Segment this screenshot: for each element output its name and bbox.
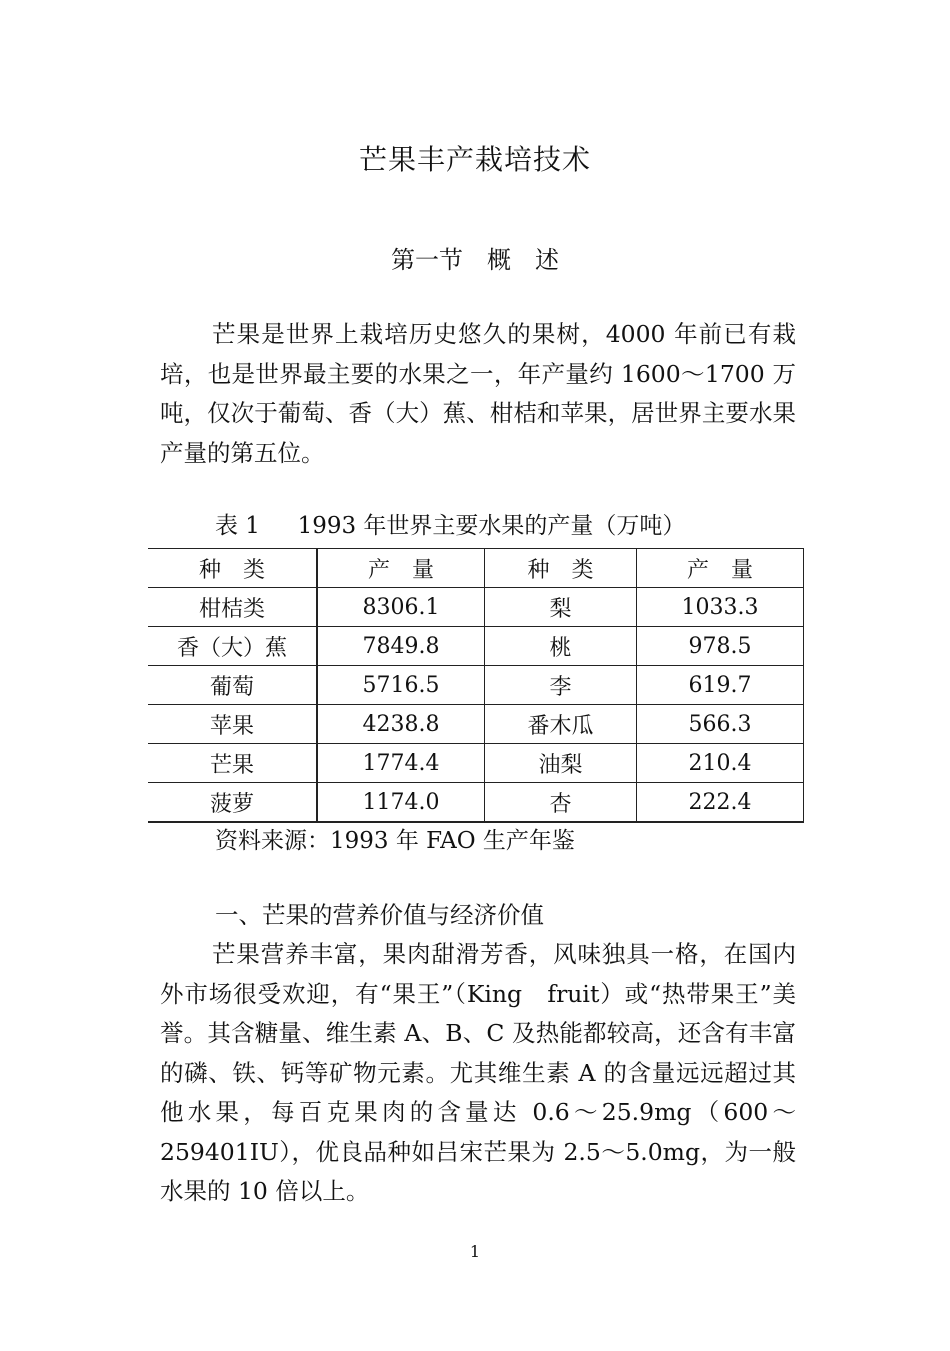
table-cell: 222.4 [637, 783, 804, 823]
section-title: 第一节 概 述 [391, 246, 559, 274]
table-cell: 619.7 [637, 666, 804, 705]
table-caption: 表 1 1993 年世界主要水果的产量（万吨） [215, 513, 686, 539]
table-row [148, 744, 804, 783]
table-row [148, 783, 804, 823]
table-cell: 桃 [485, 627, 637, 666]
table-cell: 杏 [485, 783, 637, 823]
table-header-cell: 种 类 [485, 549, 637, 588]
table-cell: 番木瓜 [485, 705, 637, 744]
table-cell: 菠萝 [148, 783, 317, 823]
table-row [148, 666, 804, 705]
table-cell: 香（大）蕉 [148, 627, 317, 666]
table-source-note: 资料来源：1993 年 FAO 生产年鉴 [215, 828, 575, 854]
table-cell: 芒果 [148, 744, 317, 783]
table-header-row [148, 549, 804, 588]
table-cell: 苹果 [148, 705, 317, 744]
table-cell: 李 [485, 666, 637, 705]
fruit-production-table [148, 548, 804, 823]
page-number: 1 [469, 1242, 481, 1261]
document-title: 芒果丰产栽培技术 [358, 143, 591, 176]
table-cell: 566.3 [637, 705, 804, 744]
table-cell: 978.5 [637, 627, 804, 666]
table-cell: 210.4 [637, 744, 804, 783]
table-cell: 葡萄 [148, 666, 317, 705]
table-cell: 1174.0 [317, 783, 485, 823]
table-cell: 4238.8 [317, 705, 485, 744]
table-cell: 7849.8 [317, 627, 485, 666]
table-cell: 8306.1 [317, 588, 485, 627]
table-cell: 柑桔类 [148, 588, 317, 627]
table-cell: 油梨 [485, 744, 637, 783]
table-cell: 1033.3 [637, 588, 804, 627]
table-header-cell: 产 量 [637, 549, 804, 588]
intro-paragraph: 芒果是世界上栽培历史悠久的果树，4000 年前已有栽培，也是世界最主要的水果之一，年产量约 1600～1700 万吨，仅次于葡萄、香（大）蕉、柑桔和苹果，居世界主要水果产量的第五位。 [160, 320, 796, 467]
nutrition-paragraph: 芒果营养丰富，果肉甜滑芳香，风味独具一格，在国内外市场很受欢迎，有“果王”（King fruit）或“热带果王”美誉。其含糖量、维生素 A、B、C 及热能都较高，还含有丰富的磷、铁、钙等矿物元素。尤其维生素 A 的含量远远超过其他水果，每百克果肉的含量达 0.6～25.9mg（600～259401IU），优良品种如吕宋芒果为 2.5～5.0mg，为一般水果的 10 倍以上。 [160, 940, 796, 1205]
table-row [148, 627, 804, 666]
table-row [148, 705, 804, 744]
table-cell: 梨 [485, 588, 637, 627]
table-row [148, 588, 804, 627]
table-header-cell: 产 量 [317, 549, 485, 588]
table-header-cell: 种 类 [148, 549, 317, 588]
table-cell: 5716.5 [317, 666, 485, 705]
subheading: 一、芒果的营养价值与经济价值 [215, 901, 544, 929]
table-cell: 1774.4 [317, 744, 485, 783]
